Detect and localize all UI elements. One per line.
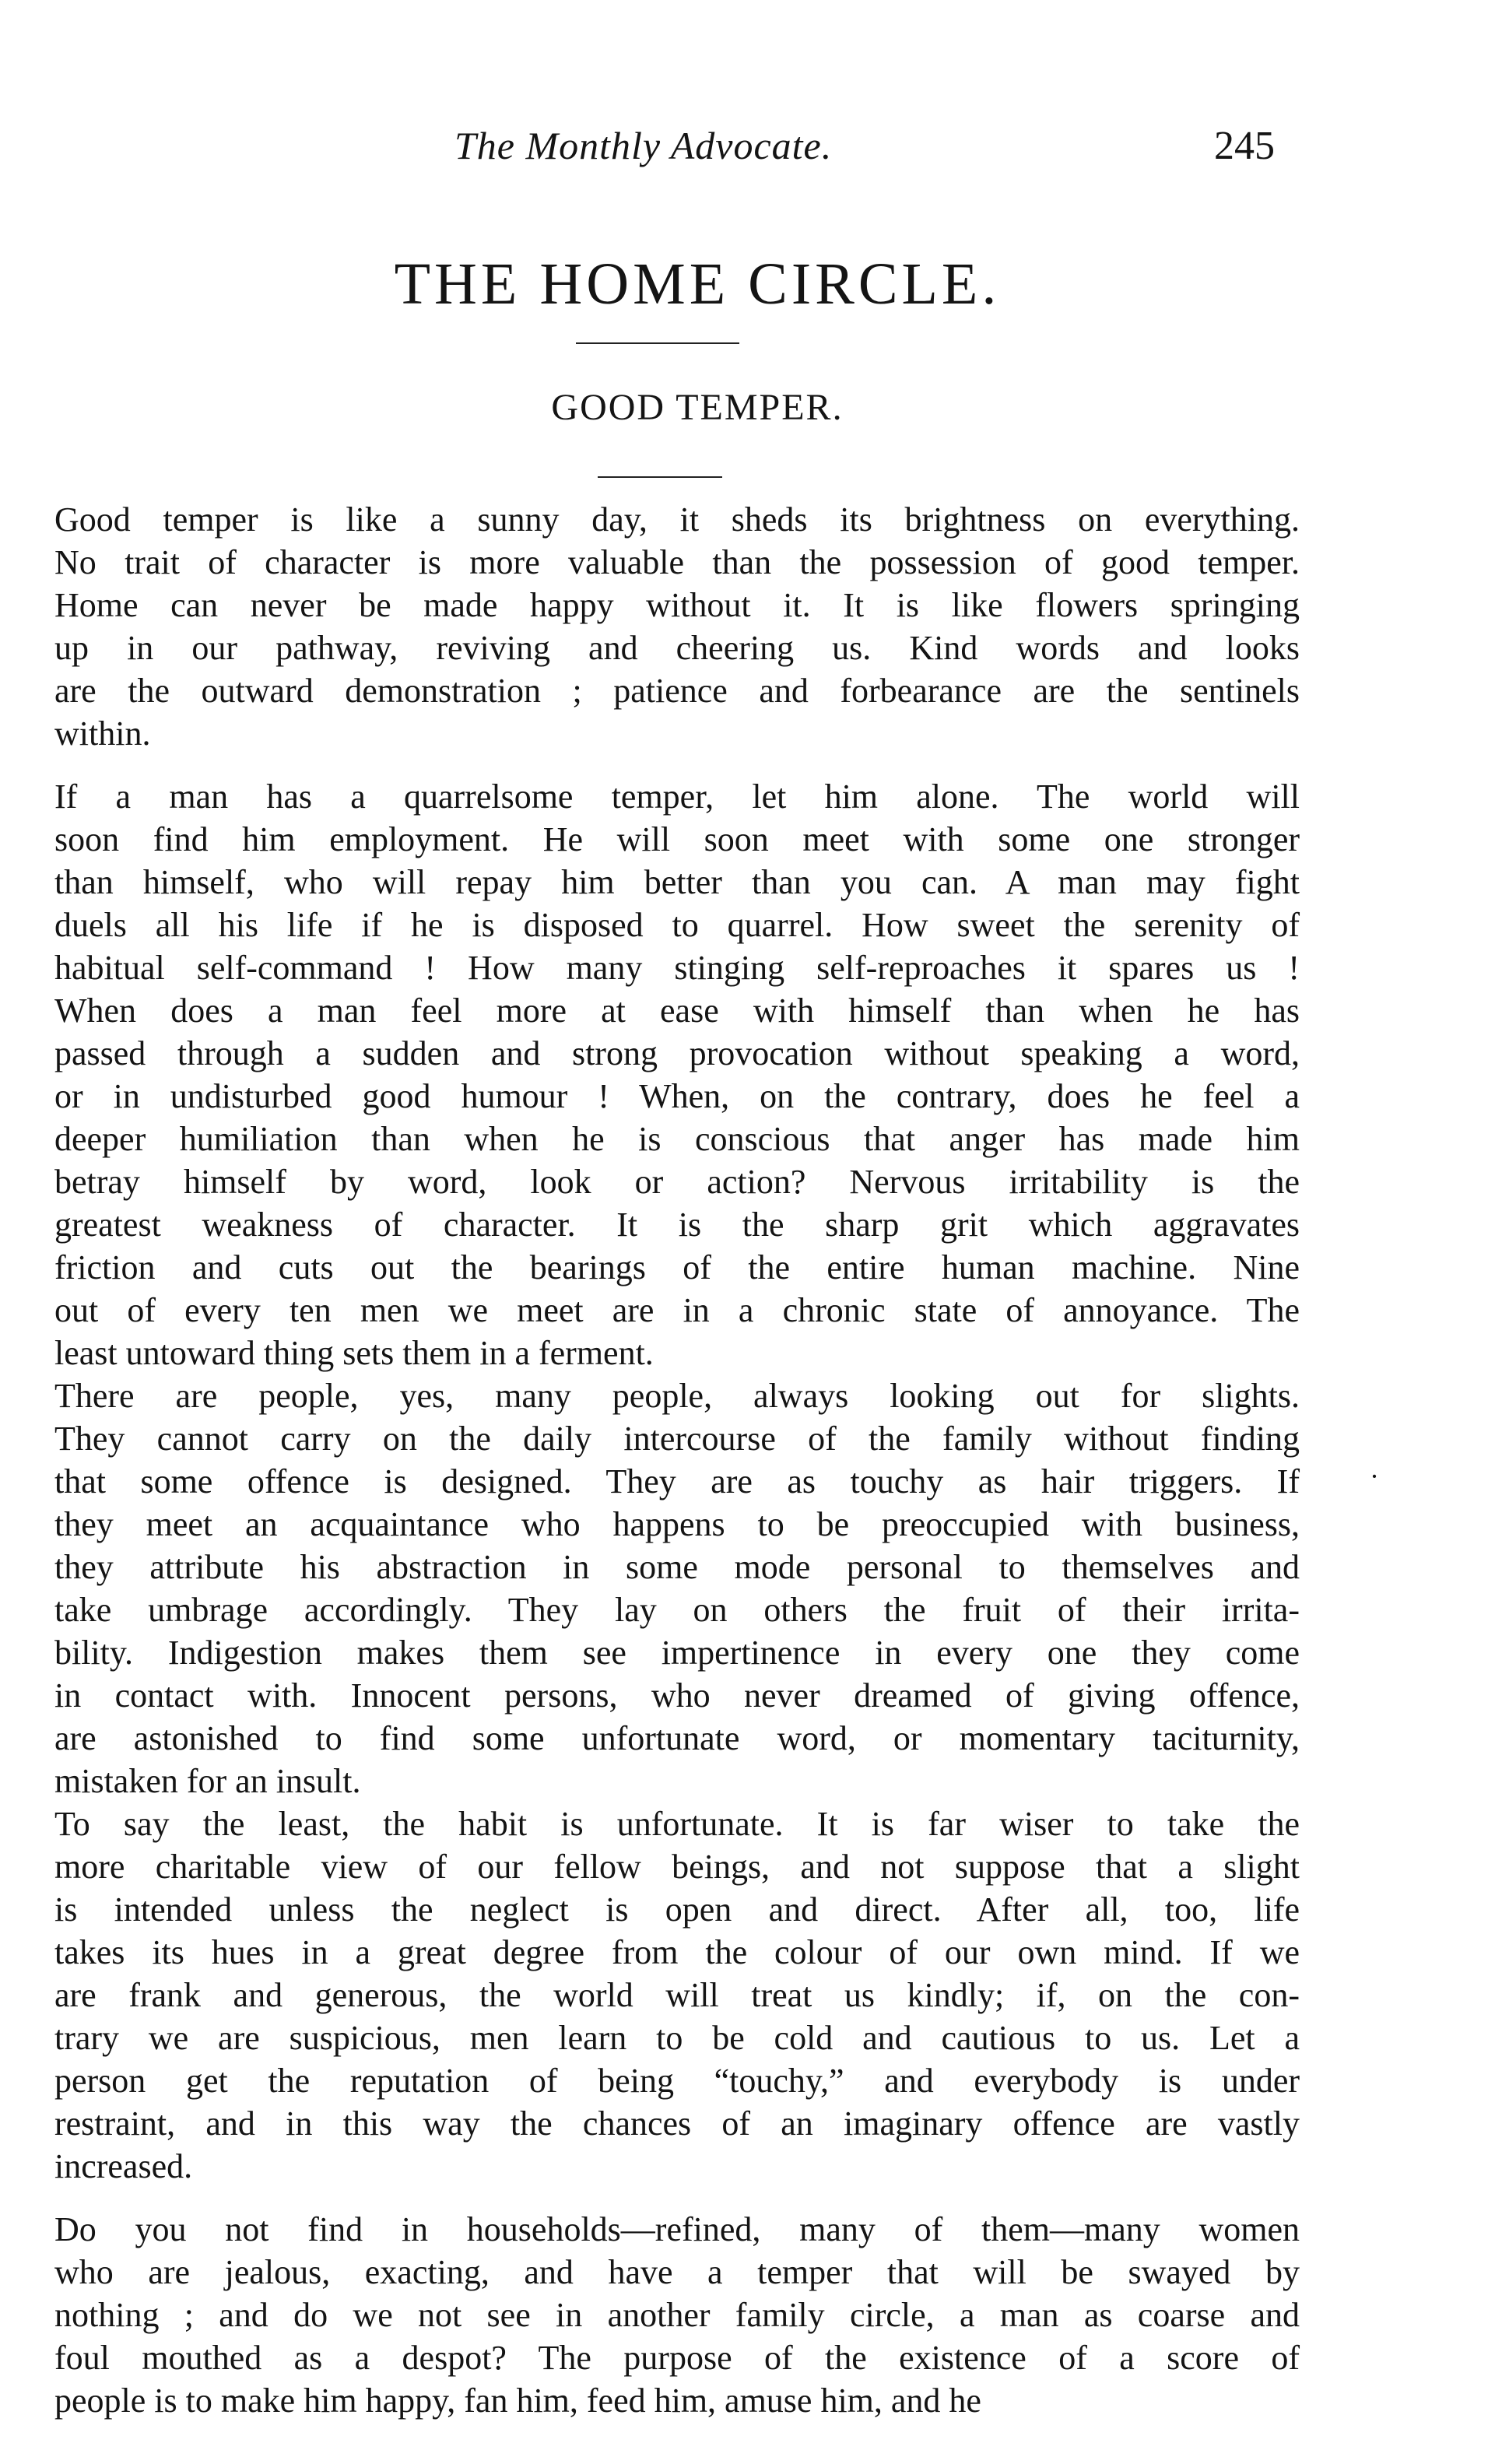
paragraph [54,775,1300,1374]
section-title: THE HOME CIRCLE. [394,251,1001,317]
text-line: deeper humiliation than when he is conscious that anger has made him [54,1120,1300,1158]
paragraph-gap [54,755,1300,775]
paragraph [54,2208,1300,2422]
divider-rule [576,342,739,344]
running-header [0,123,1488,177]
text-line: take umbrage accordingly. They lay on others the fruit of their irrita- [54,1591,1300,1629]
text-line: Good temper is like a sunny day, it sheds its brightness on everything. [54,500,1300,539]
text-line: passed through a sudden and strong provocation without speaking a word, [54,1034,1300,1072]
text-line: greatest weakness of character. It is the sharp grit which aggravates [54,1206,1300,1244]
text-line: within. [54,714,151,753]
text-line: nothing ; and do we not see in another family circle, a man as coarse and [54,2296,1300,2334]
text-line: that some offence is designed. They are as touchy as hair triggers. If [54,1462,1300,1501]
paragraph [54,1802,1300,2188]
text-line: person get the reputation of being “touchy,” and everybody is under [54,2062,1300,2100]
journal-title: The Monthly Advocate. [454,124,833,167]
text-line: Do you not find in households—refined, many of them—many women [54,2210,1300,2248]
text-line: mistaken for an insult. [54,1762,361,1800]
text-line: they attribute his abstraction in some mode personal to themselves and [54,1548,1300,1586]
text-line: people is to make him happy, fan him, feed him, amuse him, and he [54,2382,981,2420]
text-line: than himself, who will repay him better than you can. A man may fight [54,863,1300,901]
text-line: are the outward demonstration ; patience and forbearance are the sentinels [54,672,1300,710]
text-line: trary we are suspicious, men learn to be cold and cautious to us. Let a [54,2019,1300,2057]
text-line: foul mouthed as a despot? The purpose of the existence of a score of [54,2339,1300,2377]
text-line: or in undisturbed good humour ! When, on the contrary, does he feel a [54,1077,1300,1115]
text-line: up in our pathway, reviving and cheering us. Kind words and looks [54,629,1300,667]
page-number: 245 [1214,124,1275,168]
text-line: betray himself by word, look or action? Nervous irritability is the [54,1163,1300,1201]
paragraph [54,1374,1300,1802]
text-line: duels all his life if he is disposed to quarrel. How sweet the serenity of [54,906,1300,944]
text-line: friction and cuts out the bearings of the entire human machine. Nine [54,1248,1300,1286]
text-line: least untoward thing sets them in a ferment. [54,1334,654,1372]
text-line: out of every ten men we meet are in a chronic state of annoyance. The [54,1291,1300,1329]
paragraph [54,498,1300,755]
text-line: They cannot carry on the daily intercourse of the family without finding [54,1420,1300,1458]
text-line: There are people, yes, many people, always looking out for slights. [54,1377,1300,1415]
text-line: more charitable view of our fellow beings, and not suppose that a slight [54,1848,1300,1886]
text-line: are frank and generous, the world will treat us kindly; if, on the con- [54,1976,1300,2014]
paragraph-gap [54,2188,1300,2208]
text-line: bility. Indigestion makes them see impertinence in every one they come [54,1634,1300,1672]
text-line: increased. [54,2147,193,2185]
text-line: is intended unless the neglect is open and direct. After all, too, life [54,1890,1300,1929]
text-line: To say the least, the habit is unfortunate. It is far wiser to take the [54,1805,1300,1843]
text-line: soon find him employment. He will soon meet with some one stronger [54,820,1300,858]
article-body [54,498,1300,2422]
text-line: If a man has a quarrelsome temper, let him alone. The world will [54,777,1300,816]
article-title: GOOD TEMPER. [551,387,844,428]
text-line: are astonished to find some unfortunate word, or momentary taciturnity, [54,1719,1300,1757]
stray-mark: · [1370,1461,1379,1492]
divider-rule [598,476,722,478]
text-line: who are jealous, exacting, and have a temper that will be swayed by [54,2253,1300,2291]
text-line: they meet an acquaintance who happens to be preoccupied with business, [54,1505,1300,1543]
text-line: habitual self-command ! How many stinging self-reproaches it spares us ! [54,949,1300,987]
text-line: No trait of character is more valuable than the possession of good temper. [54,543,1300,581]
text-line: takes its hues in a great degree from the colour of our own mind. If we [54,1933,1300,1971]
text-line: restraint, and in this way the chances of an imaginary offence are vastly [54,2104,1300,2143]
text-line: Home can never be made happy without it. It is like flowers springing [54,586,1300,624]
text-line: in contact with. Innocent persons, who never dreamed of giving offence, [54,1676,1300,1715]
text-line: When does a man feel more at ease with himself than when he has [54,992,1300,1030]
